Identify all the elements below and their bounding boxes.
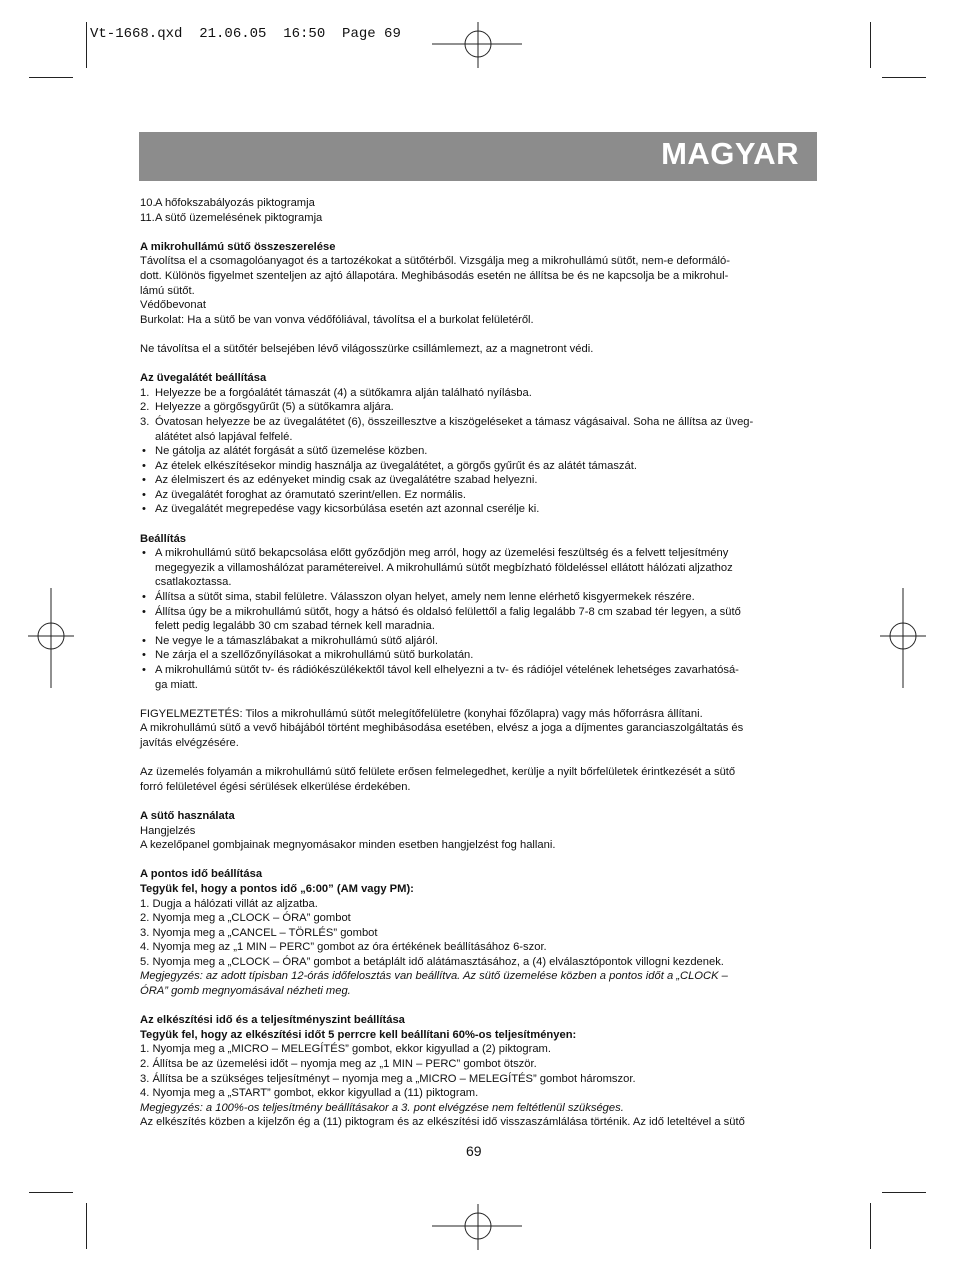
bullet-dot-icon: •	[142, 591, 146, 604]
crop-mark	[86, 22, 87, 68]
item-number: 11.	[140, 211, 155, 224]
paragraph-gap	[140, 357, 816, 372]
paragraph-line: 1. Nyomja meg a „MICRO – MELEGÍTÉS” gombot, ekkor kigyullad a (2) piktogram.	[140, 1043, 551, 1056]
bullet-item	[140, 634, 816, 649]
file-slug: Vt-1668.qxd 21.06.05 16:50 Page 69	[90, 26, 401, 42]
item-text: Állítsa a sütőt sima, stabil felületre. Válasszon olyan helyet, amely nem lenne elérhető kisgyermekek részére.	[155, 591, 695, 604]
bullet-item	[140, 546, 816, 561]
bullet-item	[140, 459, 816, 474]
bullet-item	[140, 605, 816, 620]
document-body	[140, 196, 816, 1130]
paragraph-line: 2. Nyomja meg a „CLOCK – ÓRA” gombot	[140, 912, 351, 925]
item-text: A mikrohullámú sütő bekapcsolása előtt győződjön meg arról, hogy az üzemelési feszültség és a felvett teljesítmény	[155, 547, 729, 560]
crop-mark	[86, 1203, 87, 1249]
crop-mark	[870, 22, 871, 68]
bullet-item	[140, 502, 816, 517]
numbered-item	[140, 415, 816, 430]
item-number: 3.	[140, 415, 150, 428]
bullet-item	[140, 590, 816, 605]
paragraph-line: A mikrohullámú sütő a vevő hibájából történt meghibásodása esetében, elvész a joga a díjmentes garanciaszolgáltatás és	[140, 722, 744, 735]
item-text: Állítsa úgy be a mikrohullámú sütőt, hogy a hátsó és oldalsó felülettől a falig legalább 7-8 cm szabad tér legyen, a sütő	[155, 605, 741, 618]
item-number: 10.	[140, 197, 156, 209]
section-heading: Beállítás	[140, 532, 187, 545]
paragraph-gap	[140, 692, 816, 707]
paragraph-line: 1. Dugja a hálózati villát az aljzatba.	[140, 897, 318, 910]
paragraph-line: Az elkészítés közben a kijelzőn ég a (11) piktogram és az elkészítési idő visszaszámlálása történik. Az idő leteltével a sütő	[140, 1116, 745, 1129]
bullet-dot-icon: •	[142, 503, 146, 516]
paragraph-line: 2. Állítsa be az üzemelési időt – nyomja meg az „1 MIN – PERC” gombot ötször.	[140, 1058, 537, 1071]
paragraph-line: forró felületével égési sérülések elkerülése érdekében.	[140, 780, 411, 793]
page-number: 69	[466, 1143, 482, 1159]
section-heading: Tegyük fel, hogy a pontos idő „6:00” (AM vagy PM):	[140, 882, 414, 895]
paragraph-line: Hangjelzés	[140, 824, 196, 837]
section-heading: Tegyük fel, hogy az elkészítési időt 5 perrcre kell beállítani 60%-os teljesítményen:	[140, 1028, 577, 1041]
registration-mark-icon	[880, 588, 930, 688]
paragraph-line: javítás elvégzésére.	[140, 736, 239, 749]
item-continuation: felett pedig legalább 30 cm szabad térnek kell maradnia.	[155, 620, 435, 633]
paragraph-line: Burkolat: Ha a sütő be van vonva védőfóliával, távolítsa el a burkolat felületéről.	[140, 313, 534, 326]
paragraph-line: FIGYELMEZTETÉS: Tilos a mikrohullámú sütőt melegítőfelületre (konyhai főzőlapra) vagy más hőforrásra állítani.	[140, 707, 703, 720]
paragraph-gap	[140, 751, 816, 766]
item-text: Az ételek elkészítésekor mindig használja az üvegalátétet, a görgős gyűrűt és az alátét támaszát.	[155, 459, 637, 472]
item-text: Az üvegalátét foroghat az óramutató szerint/ellen. Ez normális.	[155, 488, 466, 501]
numbered-item	[140, 400, 816, 415]
section-heading: Az elkészítési idő és a teljesítményszint beállítása	[140, 1014, 405, 1027]
paragraph-line: dott. Különös figyelmet szenteljen az ajtó állapotára. Meghibásodás esetén ne állítsa be és ne kapcsolja be a mikrohul-	[140, 269, 729, 282]
bullet-dot-icon: •	[142, 649, 146, 662]
paragraph-gap	[140, 999, 816, 1014]
paragraph-line: lámú sütőt.	[140, 284, 195, 297]
bullet-dot-icon: •	[142, 634, 146, 647]
item-continuation: ga miatt.	[155, 678, 198, 691]
crop-mark	[29, 77, 73, 78]
paragraph-line: 3. Nyomja meg a „CANCEL – TÖRLÉS” gombot	[140, 926, 378, 939]
bullet-dot-icon: •	[142, 547, 146, 560]
numbered-item	[140, 196, 816, 211]
bullet-item	[140, 663, 816, 678]
bullet-dot-icon: •	[142, 459, 146, 472]
item-text: A hőfokszabályozás piktogramja	[155, 197, 315, 209]
item-continuation: megegyezik a villamoshálózat paramétereivel. A mikrohullámú sütőt megbízható földeléssel ellátott hálózati aljzathoz	[155, 561, 733, 574]
language-header-bar	[139, 132, 817, 181]
bullet-item	[140, 488, 816, 503]
paragraph-gap	[140, 517, 816, 532]
item-text: Ne vegye le a támaszlábakat a mikrohullámú sütő aljáról.	[155, 634, 438, 647]
registration-mark-icon	[24, 588, 74, 688]
paragraph-line: 5. Nyomja meg a „CLOCK – ÓRA” gombot a betáplált idő alátámasztásához, a (4) elválasztópontok villogni kezdenek.	[140, 955, 724, 968]
item-text: Ne gátolja az alátét forgását a sütő üzemelése közben.	[155, 445, 428, 458]
paragraph-gap	[140, 794, 816, 809]
paragraph-line: Védőbevonat	[140, 299, 206, 312]
registration-mark-icon	[432, 1202, 522, 1252]
section-heading: A pontos idő beállítása	[140, 868, 263, 881]
bullet-dot-icon: •	[142, 474, 146, 487]
section-heading: Az üvegalátét beállítása	[140, 372, 267, 385]
item-number: 2.	[140, 401, 150, 414]
paragraph-gap	[140, 225, 816, 240]
registration-mark-icon	[432, 20, 522, 70]
section-heading: A mikrohullámú sütő összeszerelése	[140, 240, 336, 253]
crop-mark	[882, 1192, 926, 1193]
item-continuation: alátétet alsó lapjával felfelé.	[155, 430, 293, 443]
paragraph-gap	[140, 327, 816, 342]
bullet-item	[140, 473, 816, 488]
bullet-item	[140, 648, 816, 663]
bullet-dot-icon: •	[142, 605, 146, 618]
paragraph-line: 3. Állítsa be a szükséges teljesítményt – nyomja meg a „MICRO – MELEGÍTÉS” gombot háromszor.	[140, 1072, 636, 1085]
numbered-item	[140, 386, 816, 401]
section-heading: A sütő használata	[140, 809, 235, 822]
bullet-dot-icon: •	[142, 445, 146, 458]
note-text: Megjegyzés: az adott típisban 12-órás időfelosztás van beállítva. Az sütő üzemelése közben a pontos időt a „CLOCK –	[140, 970, 728, 983]
item-text: Óvatosan helyezze be az üvegalátétet (6), összeillesztve a kiszögeléseket a támasz vágásaival. Soha ne állítsa az üveg-	[155, 415, 754, 428]
paragraph-line: 4. Nyomja meg az „1 MIN – PERC” gombot az óra értékének beállításához 6-szor.	[140, 941, 547, 954]
bullet-item	[140, 444, 816, 459]
paragraph-line: A kezelőpanel gombjainak megnyomásakor minden esetben hangjelzést fog hallani.	[140, 839, 556, 852]
paragraph-gap	[140, 853, 816, 868]
item-text: A sütő üzemelésének piktogramja	[155, 211, 323, 224]
paragraph-line: Ne távolítsa el a sütőtér belsejében lévő világosszürke csillámlemezt, az a magnetront védi.	[140, 342, 594, 355]
item-continuation: csatlakoztassa.	[155, 576, 232, 589]
bullet-dot-icon: •	[142, 488, 146, 501]
item-text: Ne zárja el a szellőzőnyílásokat a mikrohullámú sütő burkolatán.	[155, 649, 474, 662]
item-text: Helyezze be a forgóalátét támaszát (4) a sütőkamra alján található nyílásba.	[155, 386, 532, 399]
crop-mark	[882, 77, 926, 78]
crop-mark	[870, 1203, 871, 1249]
note-text: ÓRA” gomb megnyomásával nézheti meg.	[140, 985, 351, 998]
crop-mark	[29, 1192, 73, 1193]
language-title: MAGYAR	[661, 136, 799, 171]
item-text: Az élelmiszert és az edényeket mindig csak az üvegalátétre szabad helyezni.	[155, 474, 538, 487]
item-text: Helyezze a görgősgyűrűt (5) a sütőkamra aljára.	[155, 401, 394, 414]
paragraph-line: Távolítsa el a csomagolóanyagot és a tartozékokat a sütőtérből. Vizsgálja meg a mikrohullámú sütőt, nem-e deformáló-	[140, 255, 730, 268]
paragraph-line: 4. Nyomja meg a „START” gombot, ekkor kigyullad a (11) piktogram.	[140, 1087, 479, 1100]
bullet-dot-icon: •	[142, 664, 146, 676]
item-text: A mikrohullámú sütőt tv- és rádiókészülékektől távol kell elhelyezni a tv- és rádiójel vételének lehetséges zavarhatósá-	[155, 664, 739, 676]
paragraph-line: Az üzemelés folyamán a mikrohullámú sütő felülete erősen felmelegedhet, kerülje a nyilt bőrfelületek érintkezését a sütő	[140, 766, 736, 779]
numbered-item	[140, 211, 816, 226]
note-text: Megjegyzés: a 100%-os teljesítmény beállításakor a 3. pont elvégzése nem feltétlenül szükséges.	[140, 1101, 624, 1114]
item-text: Az üvegalátét megrepedése vagy kicsorbúlása esetén azt azonnal cserélje ki.	[155, 503, 540, 516]
item-number: 1.	[140, 386, 150, 399]
